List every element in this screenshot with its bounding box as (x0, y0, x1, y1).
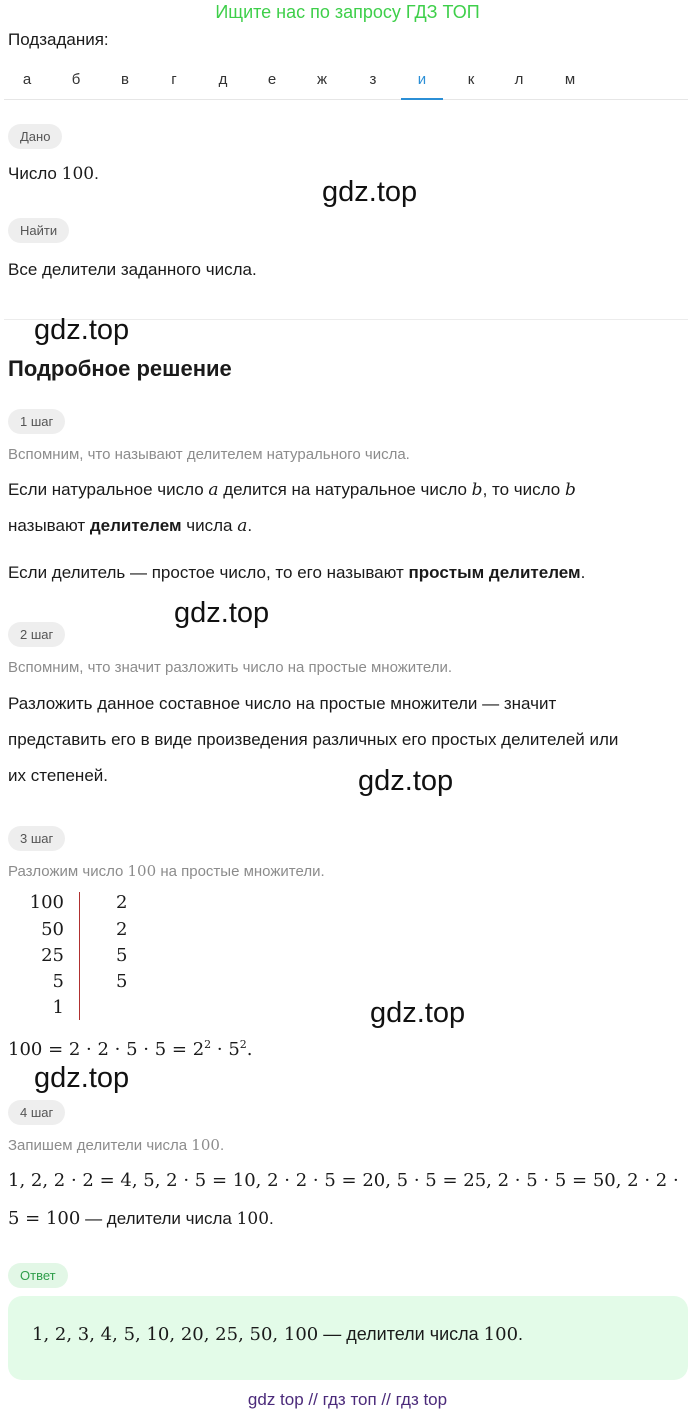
answer-text: 1, 2, 3, 4, 5, 10, 20, 25, 50, 100 — делители числа 100. (32, 1324, 524, 1345)
watermark: gdz.top (34, 1062, 130, 1094)
factor-prime: 5 (116, 971, 128, 992)
factor-dividend: 5 (52, 971, 64, 992)
factor-dividend: 1 (52, 997, 64, 1018)
factor-prime: 2 (116, 892, 128, 913)
given-text: Число 100. (8, 164, 99, 184)
watermark: gdz.top (322, 176, 418, 208)
tab-l[interactable]: л (514, 71, 524, 88)
tab-zh[interactable]: ж (316, 71, 328, 88)
factor-dividend: 50 (41, 919, 64, 940)
factor-dividend: 100 (29, 892, 64, 913)
solution-title: Подробное решение (8, 356, 232, 381)
watermark: gdz.top (174, 597, 270, 629)
watermark: gdz.top (34, 314, 130, 346)
step1-line1: Если натуральное число a делится на натуральное число b, то число b (8, 480, 576, 500)
step2-line: их степеней. (8, 766, 108, 785)
tab-v[interactable]: в (121, 71, 129, 88)
find-text: Все делители заданного числа. (8, 260, 257, 279)
find-chip: Найти (8, 218, 69, 243)
subtasks-label: Подзадания: (8, 30, 109, 49)
step2-hint: Вспомним, что значит разложить число на простые множители. (8, 659, 453, 676)
step2-line: Разложить данное составное число на простые множители — значит (8, 694, 557, 713)
tab-i[interactable]: и (401, 66, 443, 100)
factor-prime: 2 (116, 919, 128, 940)
tab-z[interactable]: з (369, 71, 377, 88)
tab-k[interactable]: к (467, 71, 475, 88)
step2-line: представить его в виде произведения различных его простых делителей или (8, 730, 619, 749)
watermark: gdz.top (358, 765, 454, 797)
factorization-divider (79, 892, 80, 1020)
factorization-table (20, 892, 160, 1022)
tab-m[interactable]: м (564, 71, 576, 88)
step3-hint: Разложим число 100 на простые множители. (8, 862, 325, 880)
step3-chip: 3 шаг (8, 826, 65, 851)
promo-banner: Ищите нас по запросу ГДЗ ТОП (215, 2, 480, 22)
factor-prime: 5 (116, 945, 128, 966)
watermark: gdz.top (370, 997, 466, 1029)
divisors-line: 5 = 100 — делители числа 100. (8, 1208, 274, 1229)
step1-chip: 1 шаг (8, 409, 65, 434)
step1-hint: Вспомним, что называют делителем натурального числа. (8, 446, 410, 463)
step2-chip: 2 шаг (8, 622, 65, 647)
answer-box (8, 1296, 688, 1380)
step4-chip: 4 шаг (8, 1100, 65, 1125)
tab-e[interactable]: е (267, 71, 277, 88)
step4-hint: Запишем делители числа 100. (8, 1136, 225, 1154)
factorization-result: $100 = 2 \cdot 2 \cdot 5 \cdot 5 = 2^2 \cdot 5^2$. (8, 1038, 253, 1060)
subtask-tabs (4, 66, 688, 100)
tab-g[interactable]: г (171, 71, 177, 88)
step1-line3: Если делитель — простое число, то его называют простым делителем. (8, 563, 586, 582)
answer-chip: Ответ (8, 1263, 68, 1288)
given-chip: Дано (8, 124, 62, 149)
footer-links: gdz top // гдз топ // гдз top (247, 1390, 448, 1409)
divisors-line: 1, 2, 2 · 2 = 4, 5, 2 · 5 = 10, 2 · 2 · 5 = 20, 5 · 5 = 25, 2 · 5 · 5 = 50, 2 · 2 · (8, 1170, 679, 1191)
tab-b[interactable]: б (71, 71, 81, 88)
factor-dividend: 25 (41, 945, 64, 966)
step1-line2: называют делителем числа a. (8, 516, 253, 536)
tab-a[interactable]: а (22, 71, 32, 88)
tab-d[interactable]: д (218, 71, 228, 88)
